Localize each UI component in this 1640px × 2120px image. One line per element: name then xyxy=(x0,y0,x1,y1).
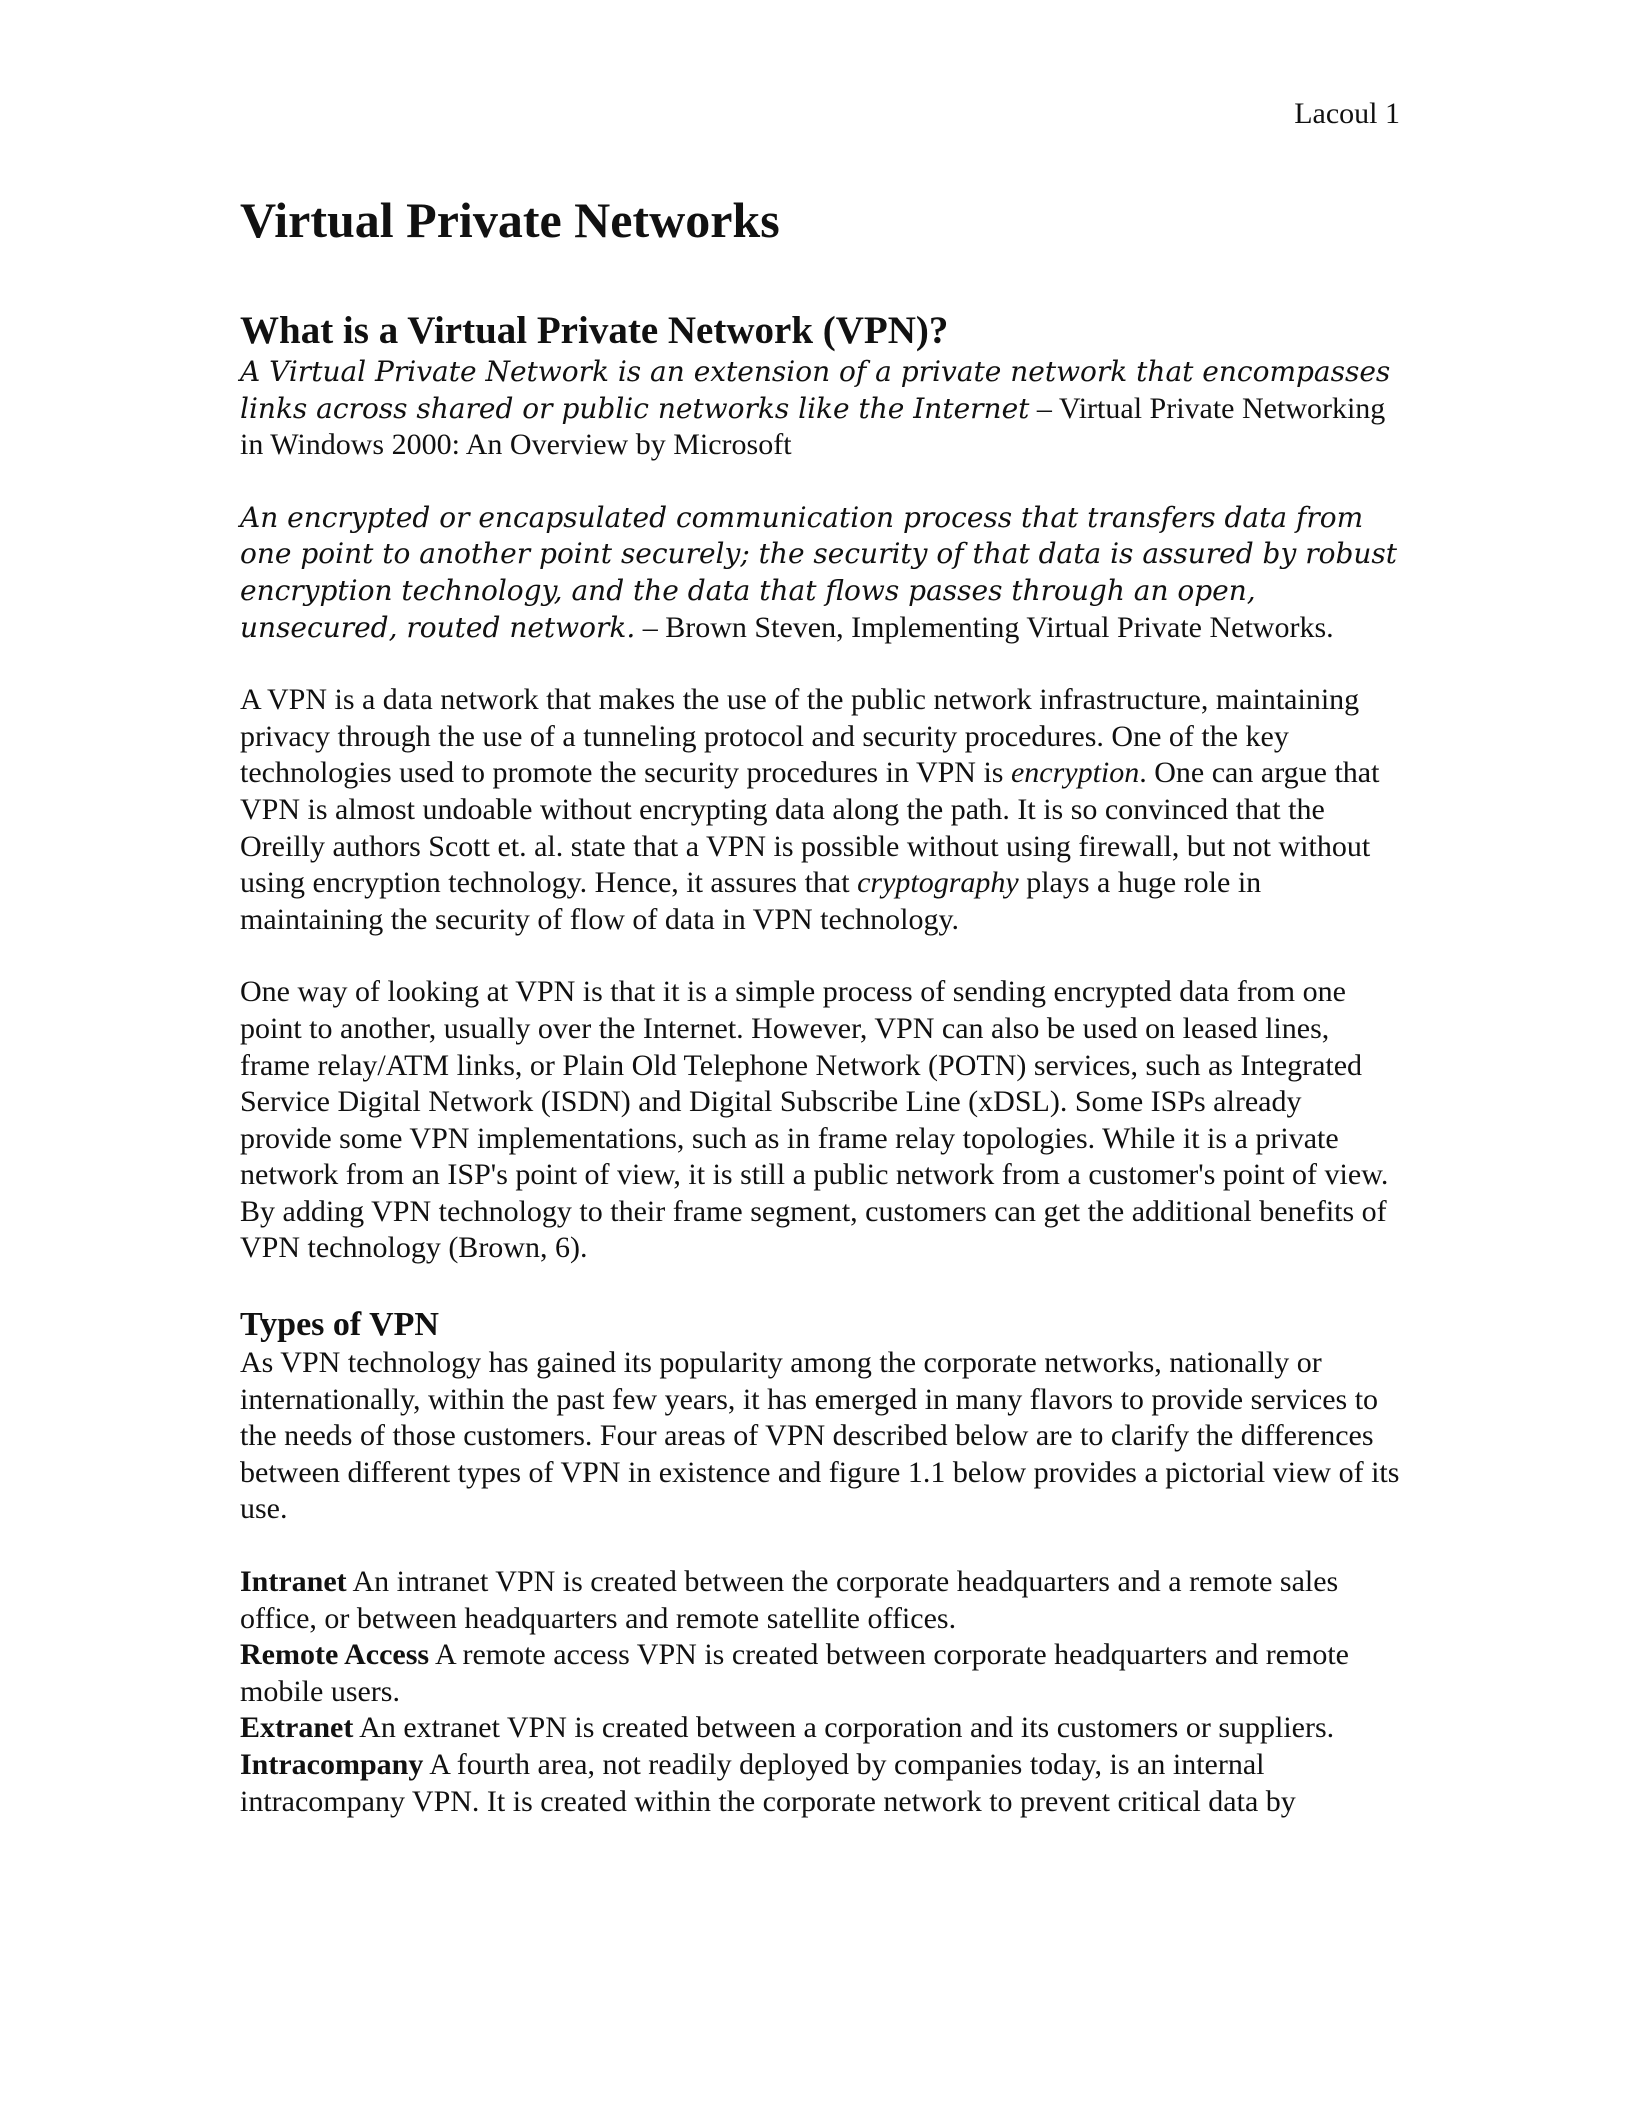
vpn-type-intranet xyxy=(240,1564,1400,1637)
emphasis-cryptography: cryptography xyxy=(857,866,1019,900)
paragraph-text: . One can argue that VPN is almost undoable without encrypting data along the path. It is so convinced that the Oreilly authors Scott et. al. state that a VPN is possible without using firewall, but not without using encryption technology. Hence, it assures that xyxy=(240,756,1380,900)
page-header: Lacoul 1 xyxy=(1294,97,1400,130)
vpn-type-term: Extranet xyxy=(240,1711,354,1745)
vpn-type-intracompany xyxy=(240,1747,1400,1820)
vpn-type-term: Remote Access xyxy=(240,1638,430,1672)
quote-microsoft xyxy=(240,354,1400,464)
vpn-type-description: An intranet VPN is created between the corporate headquarters and a remote sales office, or between headquarters and remote satellite offices. xyxy=(240,1565,1339,1635)
section-heading-types-of-vpn: Types of VPN xyxy=(240,1306,439,1344)
document-body xyxy=(240,190,1400,1820)
vpn-type-description: A fourth area, not readily deployed by companies today, is an internal intracompany VPN. It is created within the corporate network to prevent critical data by xyxy=(240,1748,1296,1818)
paragraph-text: plays a huge role in maintaining the security of flow of data in VPN technology. xyxy=(240,866,1262,936)
paragraph-vpn-usage: One way of looking at VPN is that it is a simple process of sending encrypted data from one point to another, usually over the Internet. However, VPN can also be used on leased lines, frame relay/ATM links, or Plain Old Telephone Network (POTN) services, such as Integrated Service Digital Network (ISDN) and Digital Subscribe Line (xDSL). Some ISPs already provide some VPN implementations, such as in frame relay topologies. While it is a private network from an ISP's point of view, it is still a public network from a customer's point of view. By adding VPN technology to their frame segment, customers can get the additional benefits of VPN technology (Brown, 6). xyxy=(240,975,1389,1265)
quote-microsoft-text: A Virtual Private Network is an extension of a private network that encompasses links across shared or public networks like the Internet xyxy=(240,355,1391,425)
vpn-type-remote-access xyxy=(240,1637,1400,1710)
section-heading-what-is-vpn: What is a Virtual Private Network (VPN)? xyxy=(240,309,949,352)
vpn-type-extranet xyxy=(240,1710,1400,1747)
quote-brown-attribution: – Brown Steven, Implementing Virtual Private Networks. xyxy=(635,610,1334,644)
document-title: Virtual Private Networks xyxy=(240,192,780,248)
quote-brown xyxy=(240,500,1400,646)
vpn-type-term: Intracompany xyxy=(240,1748,424,1781)
quote-microsoft-attribution: – Virtual Private Networking in Windows 2000: An Overview by Microsoft xyxy=(240,391,1386,462)
vpn-type-description: A remote access VPN is created between corporate headquarters and remote mobile users. xyxy=(240,1638,1349,1708)
emphasis-encryption: encryption xyxy=(1010,756,1140,790)
paragraph-types-intro: As VPN technology has gained its popularity among the corporate networks, nationally or internationally, within the past few years, it has emerged in many flavors to provide services to the needs of those customers. Four areas of VPN described below are to clarify the differences between different types of VPN in existence and figure 1.1 below provides a pictorial view of its use. xyxy=(240,1346,1400,1526)
paragraph-text: A VPN is a data network that makes the use of the public network infrastructure, maintaining privacy through the use of a tunneling protocol and security procedures. One of the key technologies used to promote the security procedures in VPN is xyxy=(240,683,1360,790)
vpn-type-description: An extranet VPN is created between a corporation and its customers or suppliers. xyxy=(353,1711,1335,1745)
quote-brown-text: An encrypted or encapsulated communication process that transfers data from one point to another point securely; the security of that data is assured by robust encryption technology, and the data that flows passes through an open, unsecured, routed network. xyxy=(240,500,1398,644)
vpn-type-term: Intranet xyxy=(240,1565,347,1599)
paragraph-vpn-definition xyxy=(240,682,1400,938)
vpn-types-list xyxy=(240,1564,1400,1820)
